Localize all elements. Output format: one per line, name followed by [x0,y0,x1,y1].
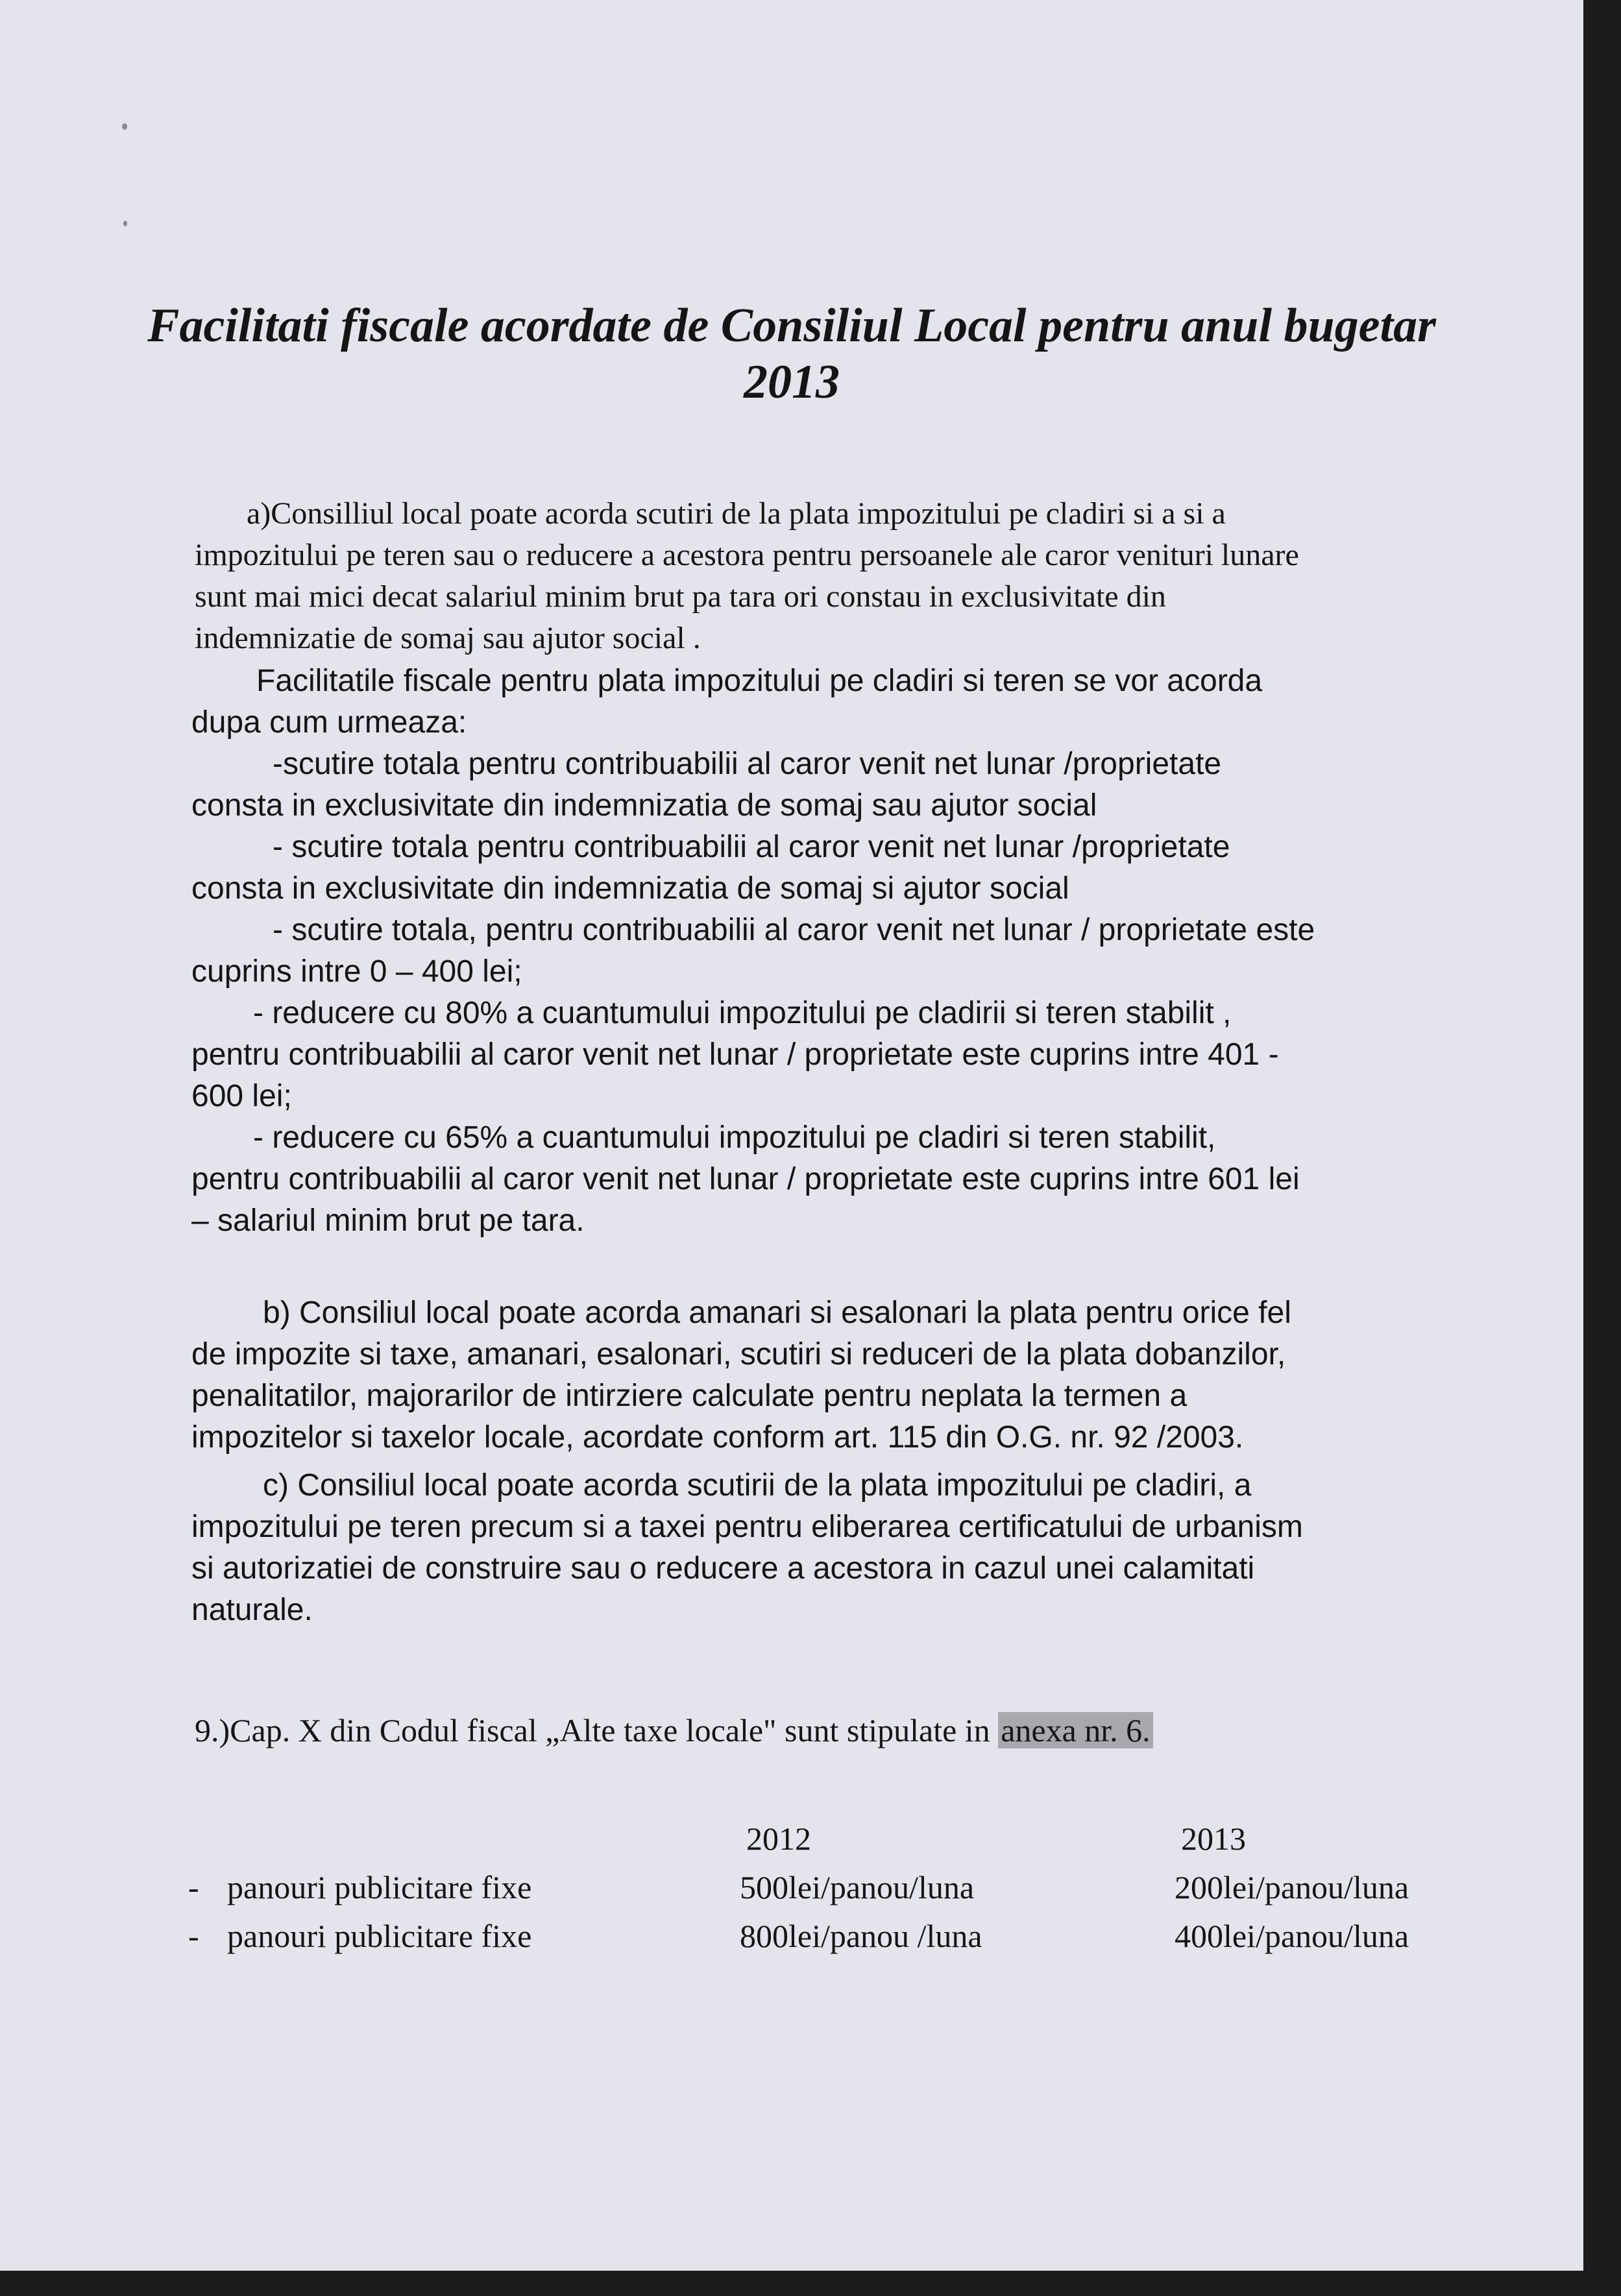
scan-speck [122,123,127,130]
tax-table-header [188,1820,1486,1867]
text-line: naturale. [191,1593,313,1627]
text-line: impozitului pe teren precum si a taxei pentru eliberarea certificatului de urbanism [191,1510,1303,1544]
row-value-2013: 400lei/panou/luna [1175,1918,1409,1954]
text-line: si autorizatiei de construire sau o reducere a acestora in cazul unei calamitati [191,1551,1255,1586]
text-line: consta in exclusivitate din indemnizatia de somaj sau ajutor social [191,788,1097,823]
text-line: penalitatilor, majorarilor de intirziere calculate pentru neplata la termen a [191,1379,1188,1413]
text-line: indemnizatie de somaj sau ajutor social . [195,621,701,655]
text-line: 600 lei; [191,1079,292,1113]
table-row [188,1917,1486,1964]
text-line: impozitelor si taxelor locale, acordate conform art. 115 din O.G. nr. 92 /2003. [191,1420,1244,1455]
text-line: sunt mai mici decat salariul minim brut pa tara ori constau in exclusivitate din [195,579,1166,614]
annex-reference-highlight: anexa nr. 6. [998,1712,1152,1748]
text-line: consta in exclusivitate din indemnizatia de somaj si ajutor social [191,871,1069,906]
text-line: a)Consilliul local poate acorda scutiri de la plata impozitului pe cladiri si a si a [247,496,1226,531]
column-header-2012: 2012 [746,1820,811,1857]
document-title-line2: 2013 [744,356,840,409]
text-line: cuprins intre 0 – 400 lei; [191,954,522,989]
document-title-line1: Facilitati fiscale acordate de Consiliul Local pentru anul bugetar [147,299,1436,352]
text-line: -scutire totala pentru contribuabilii al caror venit net lunar /proprietate [273,747,1222,781]
row-value-2012: 500lei/panou/luna [740,1869,975,1905]
section-a-intro [195,493,1512,659]
text-line: pentru contribuabilii al caror venit net lunar / proprietate este cuprins intre 401 - [191,1037,1279,1072]
table-row [188,1868,1486,1915]
text-line: c) Consiliul local poate acorda scutirii de la plata impozitului pe cladiri, a [263,1468,1252,1503]
section-a-facilities [191,660,1541,1242]
text-line: – salariul minim brut pe tara. [191,1203,585,1238]
section-b [191,1292,1541,1458]
text-line: b) Consiliul local poate acorda amanari si esalonari la plata pentru orice fel [263,1296,1291,1330]
section-9-text: 9.)Cap. X din Codul fiscal „Alte taxe locale" sunt stipulate in [195,1712,999,1748]
text-line: pentru contribuabilii al caror venit net lunar / proprietate este cuprins intre 601 lei [191,1162,1300,1196]
row-dash: - [188,1918,199,1954]
text-line: impozitului pe teren sau o reducere a acestora pentru persoanele ale caror venituri lunare [195,538,1299,572]
scan-speck [123,221,127,226]
row-value-2013: 200lei/panou/luna [1175,1869,1409,1905]
column-header-2013: 2013 [1181,1820,1246,1857]
text-line: - reducere cu 65% a cuantumului impozitului pe cladiri si teren stabilit, [253,1120,1216,1155]
text-line: - scutire totala pentru contribuabilii al caror venit net lunar /proprietate [273,830,1230,864]
row-dash: - [188,1869,199,1905]
text-line: dupa cum urmeaza: [191,705,467,740]
text-line: - reducere cu 80% a cuantumului impozitului pe cladirii si teren stabilit , [253,996,1232,1030]
text-line: - scutire totala, pentru contribuabilii al caror venit net lunar / proprietate este [273,913,1315,947]
row-label: panouri publicitare fixe [227,1869,532,1905]
section-9 [195,1710,1512,1751]
text-line: Facilitatile fiscale pentru plata impozitului pe cladiri si teren se vor acorda [256,664,1263,698]
row-label: panouri publicitare fixe [227,1918,532,1954]
section-c [191,1465,1541,1631]
row-value-2012: 800lei/panou /luna [740,1918,982,1954]
text-line: de impozite si taxe, amanari, esalonari, scutiri si reduceri de la plata dobanzilor, [191,1337,1286,1372]
